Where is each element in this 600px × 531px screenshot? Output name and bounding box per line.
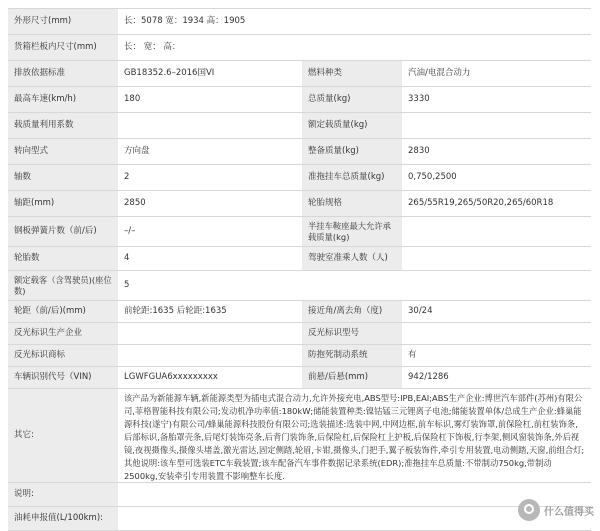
- value-other: 该产品为新能源车辆,新能源类型为插电式混合动力,允许外接充电,ABS型号:IPB,EAI;ABS生产企业:博世汽车部件(苏州)有限公司,菲格智能科技有限公司;发动机净功率值:180kW;储能装置种类:镍钴锰三元锂离子电池;储能装置单体/总成生产企业:蜂巢能源科技(遂宁)有限公司/蜂巢能源科技股份有限公司;选装描述:选装中网,中网边框,前车标识,雾灯装饰罩,前保险杠,前杠装饰条,后部标识,备胎罩壳条,后尾灯装饰亮条,后背门装饰条,后保险杠,后保险杠上护板,后保险杠下饰板,行李架,侧风窗装饰条,外后视镜,夜视摄像头,摄像头堵盖,激光雷达,固定侧踏,轮眉,卡钳,摄像头,门把手,翼子板装饰件,牵引专用装置,电动侧踏,天窗,前组合灯;其他说明:该车型可选装ETC车载装置;该车配备汽车事件数据记录系统(EDR);准拖挂车总质量:不带制动750kg,带制动2500kg,安装牵引专用装置不影响整车长度.: [118, 389, 591, 482]
- label-reflector-model: 反光标识型号: [302, 323, 402, 344]
- vehicle-spec-table: [8, 8, 591, 531]
- table-row: [8, 61, 591, 87]
- label-curb-weight: 整备质量(kg): [302, 139, 402, 164]
- value-steering-type: 方向盘: [118, 139, 302, 164]
- label-abs: 防抱死制动系统: [302, 345, 402, 366]
- value-reflector-brand: [118, 345, 302, 366]
- table-row: [8, 9, 591, 35]
- label-emission-standard: 排放依据标准: [8, 61, 118, 86]
- value-load-coefficient: [118, 113, 302, 138]
- label-overhang: 前悬/后悬(mm): [302, 367, 402, 388]
- label-leaf-springs: 钢板弹簧片数（前/后): [8, 217, 118, 246]
- table-row: [8, 87, 591, 113]
- zhi-logo-icon: [518, 499, 540, 521]
- value-leaf-springs: –/–: [118, 217, 302, 246]
- table-row: [8, 191, 591, 217]
- table-row: [8, 323, 591, 345]
- value-dimensions: 长：5078 宽：1934 高：1905: [118, 9, 591, 34]
- table-row: [8, 139, 591, 165]
- label-approach-departure: 接近角/离去角（度): [302, 301, 402, 322]
- value-overhang: 942/1286: [402, 367, 591, 388]
- label-saddle-load: 半挂车鞍座最大允许承载质量(kg): [302, 217, 402, 246]
- table-row: [8, 271, 591, 301]
- table-row: [8, 247, 591, 271]
- value-abs: 有: [402, 345, 591, 366]
- value-curb-weight: 2830: [402, 139, 591, 164]
- label-axle-count: 轴数: [8, 165, 118, 190]
- value-seating-capacity: 5: [118, 271, 591, 300]
- value-tire-count: 4: [118, 247, 302, 270]
- table-row: [8, 367, 591, 389]
- label-reflector-brand: 反光标识商标: [8, 345, 118, 366]
- label-rated-load: 额定载质量(kg): [302, 113, 402, 138]
- value-track-width: 前轮距:1635 后轮距:1635: [118, 301, 302, 322]
- table-row: [8, 301, 591, 323]
- value-vin: LGWFGUA6xxxxxxxxx: [118, 367, 302, 388]
- table-row: [8, 113, 591, 139]
- watermark: [518, 499, 594, 521]
- label-notes: 说明:: [8, 483, 118, 506]
- label-fuel-consumption: 油耗申报值(L/100km):: [8, 507, 118, 530]
- label-wheelbase: 轴距(mm): [8, 191, 118, 216]
- value-axle-count: 2: [118, 165, 302, 190]
- label-reflector-maker: 反光标识生产企业: [8, 323, 118, 344]
- label-dimensions: 外形尺寸(mm): [8, 9, 118, 34]
- table-row: [8, 507, 591, 531]
- value-saddle-load: [402, 217, 591, 246]
- label-cargo-box: 货箱栏板内尺寸(mm): [8, 35, 118, 60]
- table-row: [8, 345, 591, 367]
- label-track-width: 轮距（前/后)(mm): [8, 301, 118, 322]
- value-wheelbase: 2850: [118, 191, 302, 216]
- value-fuel-type: 汽油/电混合动力: [402, 61, 591, 86]
- label-load-coefficient: 载质量利用系数: [8, 113, 118, 138]
- label-fuel-type: 燃料种类: [302, 61, 402, 86]
- watermark-text: 什么值得买: [544, 503, 594, 518]
- value-max-speed: 180: [118, 87, 302, 112]
- value-gross-mass: 3330: [402, 87, 591, 112]
- table-row: [8, 217, 591, 247]
- value-rated-load: [402, 113, 591, 138]
- label-seating-capacity: 额定载客（含驾驶员)(座位数): [8, 271, 118, 300]
- value-cargo-box: 长： 宽： 高：: [118, 35, 591, 60]
- value-approach-departure: 30/24: [402, 301, 591, 322]
- value-reflector-model: [402, 323, 591, 344]
- label-max-speed: 最高车速(km/h): [8, 87, 118, 112]
- value-cab-occupants: [402, 247, 591, 270]
- table-row: [8, 389, 591, 483]
- label-tire-spec: 轮胎规格: [302, 191, 402, 216]
- label-cab-occupants: 驾驶室准乘人数（人): [302, 247, 402, 270]
- label-other: 其它:: [8, 389, 118, 482]
- label-steering-type: 转向型式: [8, 139, 118, 164]
- table-row: [8, 35, 591, 61]
- label-vin: 车辆识别代号（VIN): [8, 367, 118, 388]
- label-gross-mass: 总质量(kg): [302, 87, 402, 112]
- table-row: [8, 165, 591, 191]
- table-row: [8, 483, 591, 507]
- value-tire-spec: 265/55R19,265/50R20,265/60R18: [402, 191, 591, 216]
- value-emission-standard: GB18352.6–2016国VI: [118, 61, 302, 86]
- value-reflector-maker: [118, 323, 302, 344]
- value-trailer-mass: 0,750,2500: [402, 165, 591, 190]
- label-tire-count: 轮胎数: [8, 247, 118, 270]
- label-trailer-mass: 准拖挂车总质量(kg): [302, 165, 402, 190]
